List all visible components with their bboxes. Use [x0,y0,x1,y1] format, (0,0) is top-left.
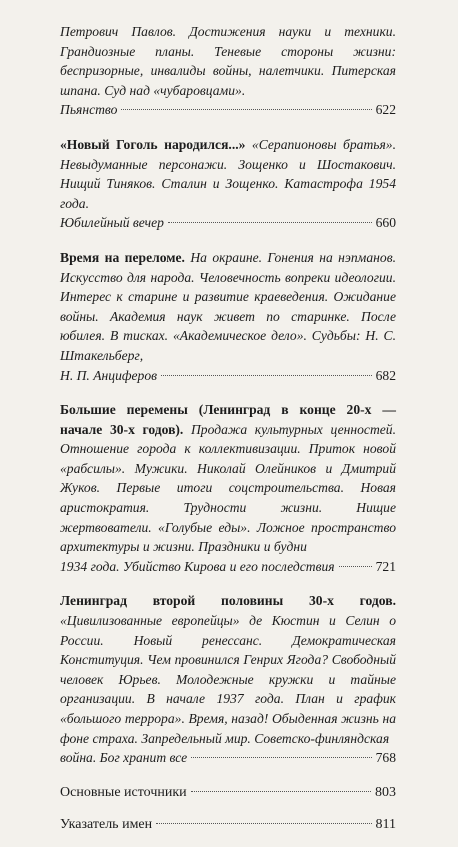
leader-dots [191,757,371,758]
entry-description: Петрович Павлов. Достижения науки и техники. Грандиозные планы. Теневые стороны жизни: беспризорные, инвалиды войны, налетчики. Питерская шпана. Суд над «чубаровцами». [60,24,396,98]
chapter-title: Время на переломе. [60,249,185,265]
page-number: 622 [375,102,396,118]
entry-last-line: война. Бог хранит все [60,750,188,766]
leader-dots [161,375,372,376]
entry-last-line: 1934 года. Убийство Кирова и его последствия [60,558,335,574]
leader-dots [121,109,371,110]
index-label: Указатель имен [60,816,153,832]
page-number: 768 [375,750,396,766]
toc-entry-index [60,815,396,835]
page-number: 803 [375,784,396,800]
entry-last-line: Юбилейный вечер [60,215,164,231]
toc-entry [60,135,396,233]
entry-description: Продажа культурных ценностей. Отношение города к коллективизации. Приток новой «рабсилы». Мужики. Николай Олейников и Дмитрий Жуков. Первые итоги соцстроительства. Новая аристократия. Трудности жизни. Нищие жертвователи. «Голубые еды». Ложное пространство архитектуры и жизни. Праздники и будни [60,421,396,555]
entry-description: «Серапионовы братья». Невыдуманные персонажи. Зощенко и Шостакович. Нищий Тиняков. Сталин и Зощенко. Катастрофа 1954 года. [60,136,396,211]
chapter-title: Ленинград второй половины 30-х годов. [60,593,396,609]
page-number: 811 [375,816,396,832]
chapter-title: Большие перемены (Ленинград в конце 20-х — начале 30-х годов). [60,402,396,437]
toc-entry-sources [60,783,396,803]
toc-entry [60,22,396,120]
toc-entry [60,591,396,767]
page-number: 682 [375,367,396,383]
sources-label: Основные источники [60,784,187,800]
table-of-contents [60,22,396,847]
entry-description: На окраине. Гонения на нэпманов. Искусство для народа. Человечность вопреки идеологии. Интерес к старине и развитие краеведения. Ожидание войны. Академия наук живет по старинке. После юбилея. В тисках. «Академическое дело». Судьбы: Н. С. Штакельберг, [60,249,396,363]
toc-entry [60,400,396,576]
entry-last-line: Н. П. Анциферов [60,367,158,383]
leader-dots [339,566,372,567]
leader-dots [156,823,371,824]
chapter-title: «Новый Гоголь народился...» [60,136,246,152]
entry-last-line: Пьянство [60,102,118,118]
entry-description: «Цивилизованные европейцы» де Кюстин и Селин о России. Новый ренессанс. Демократическая Конституция. Чем провинился Генрих Ягода? Свободный человек Юрьев. Молодежные кружки и тайные организации. В начале 1937 года. План и график «большого террора». Время, назад! Обыденная жизнь на фоне страха. Запредельный мир. Советско-финляндская [60,613,396,746]
toc-entry [60,248,396,385]
page-number: 721 [375,558,396,574]
page-number: 660 [375,215,396,231]
leader-dots [191,791,371,792]
leader-dots [168,222,372,223]
